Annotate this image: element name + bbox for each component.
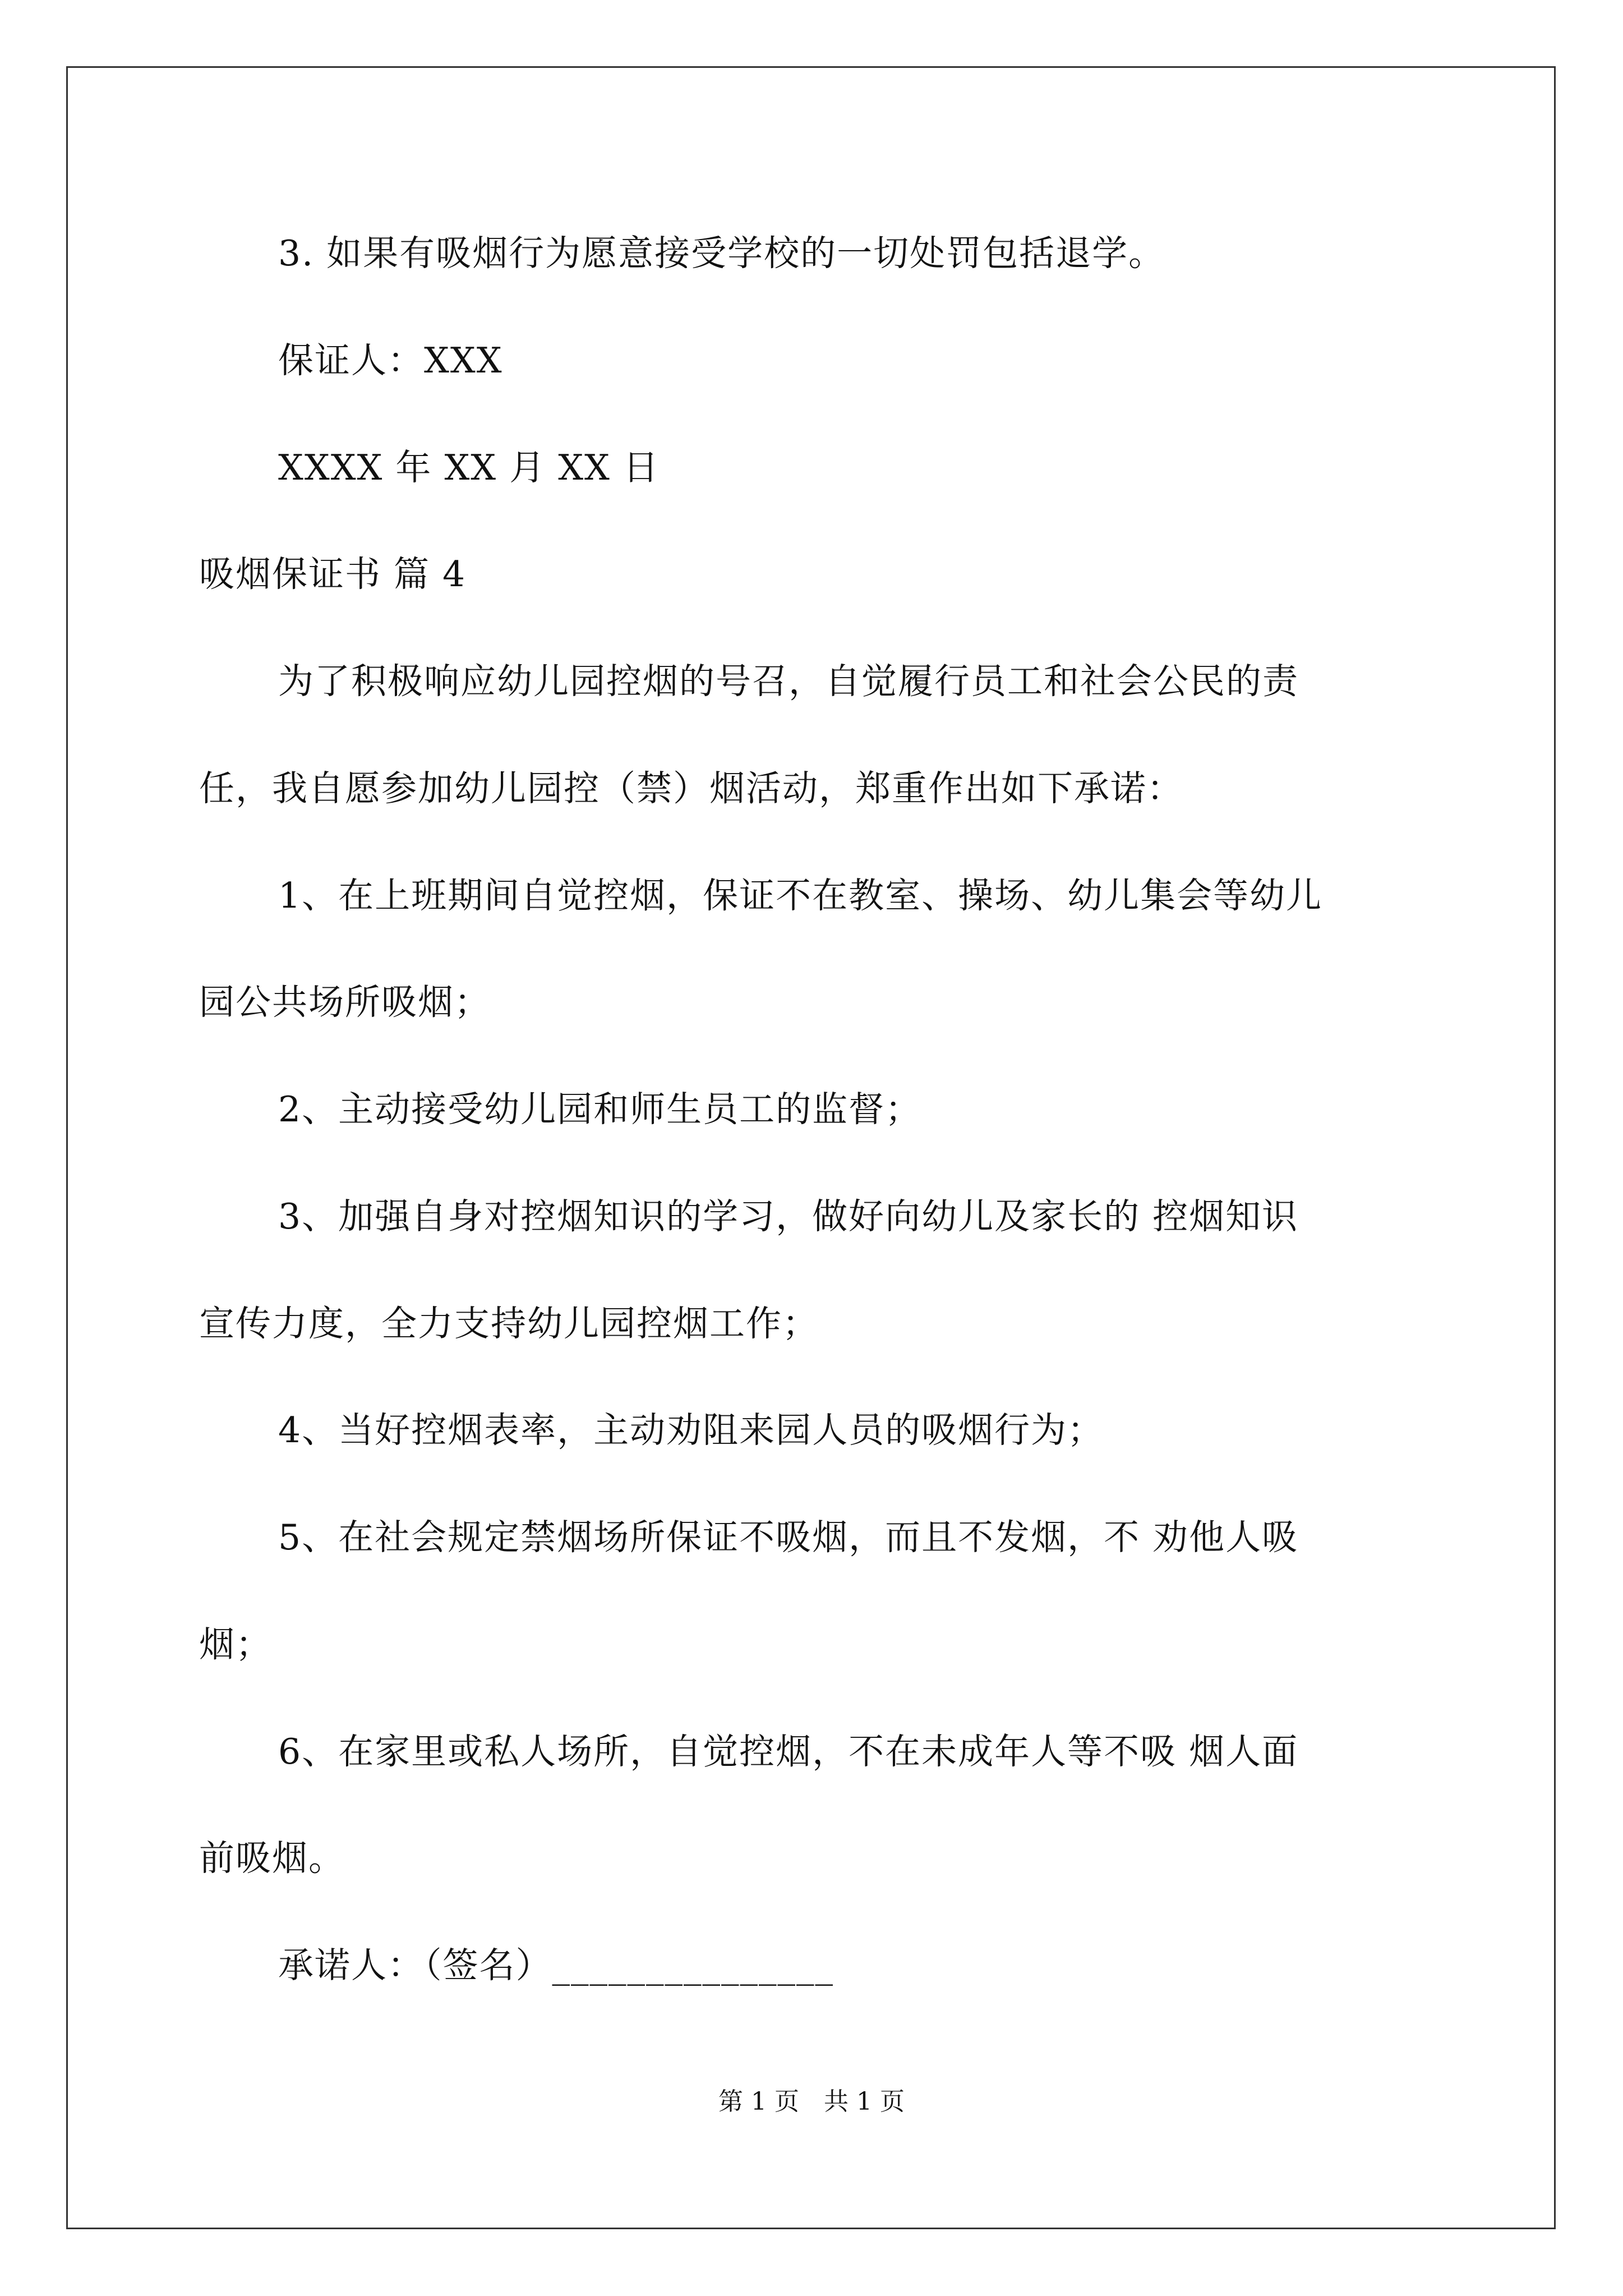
date-line: XXXX 年 XX 月 XX 日 xyxy=(278,447,660,488)
intro-paragraph-line-1: 为了积极响应幼儿园控烟的号召，自觉履行员工和社会公民的责 xyxy=(278,661,1299,702)
commitment-3-line-2: 宣传力度，全力支持幼儿园控烟工作； xyxy=(199,1303,819,1344)
commitment-5-line-1: 5、在社会规定禁烟场所保证不吸烟，而且不发烟，不 劝他人吸 xyxy=(278,1517,1299,1558)
commitment-1-line-1: 1、在上班期间自觉控烟，保证不在教室、操场、幼儿集会等幼儿 xyxy=(278,875,1323,916)
page-number-footer: 第 1 页 共 1 页 xyxy=(718,2087,905,2116)
intro-paragraph-line-2: 任，我自愿参加幼儿园控（禁）烟活动，郑重作出如下承诺： xyxy=(199,768,1183,809)
commitment-4: 4、当好控烟表率，主动劝阻来园人员的吸烟行为； xyxy=(278,1410,1104,1451)
page-border xyxy=(66,66,1556,2229)
commitment-6-line-1: 6、在家里或私人场所，自觉控烟，不在未成年人等不吸 烟人面 xyxy=(278,1731,1299,1772)
commitment-3-line-1: 3、加强自身对控烟知识的学习，做好向幼儿及家长的 控烟知识 xyxy=(278,1196,1299,1237)
signature-line: 承诺人：（签名）_______________ xyxy=(278,1945,834,1986)
commitment-6-line-2: 前吸烟。 xyxy=(199,1838,345,1879)
commitment-5-line-2: 烟； xyxy=(199,1624,272,1665)
commitment-2: 2、主动接受幼儿园和师生员工的监督； xyxy=(278,1089,922,1130)
commitment-1-line-2: 园公共场所吸烟； xyxy=(199,982,491,1023)
item-3-smoking-penalty: 3. 如果有吸烟行为愿意接受学校的一切处罚包括退学。 xyxy=(278,233,1165,274)
section-heading: 吸烟保证书 篇 4 xyxy=(199,554,467,595)
guarantor-line: 保证人：XXX xyxy=(278,340,503,381)
